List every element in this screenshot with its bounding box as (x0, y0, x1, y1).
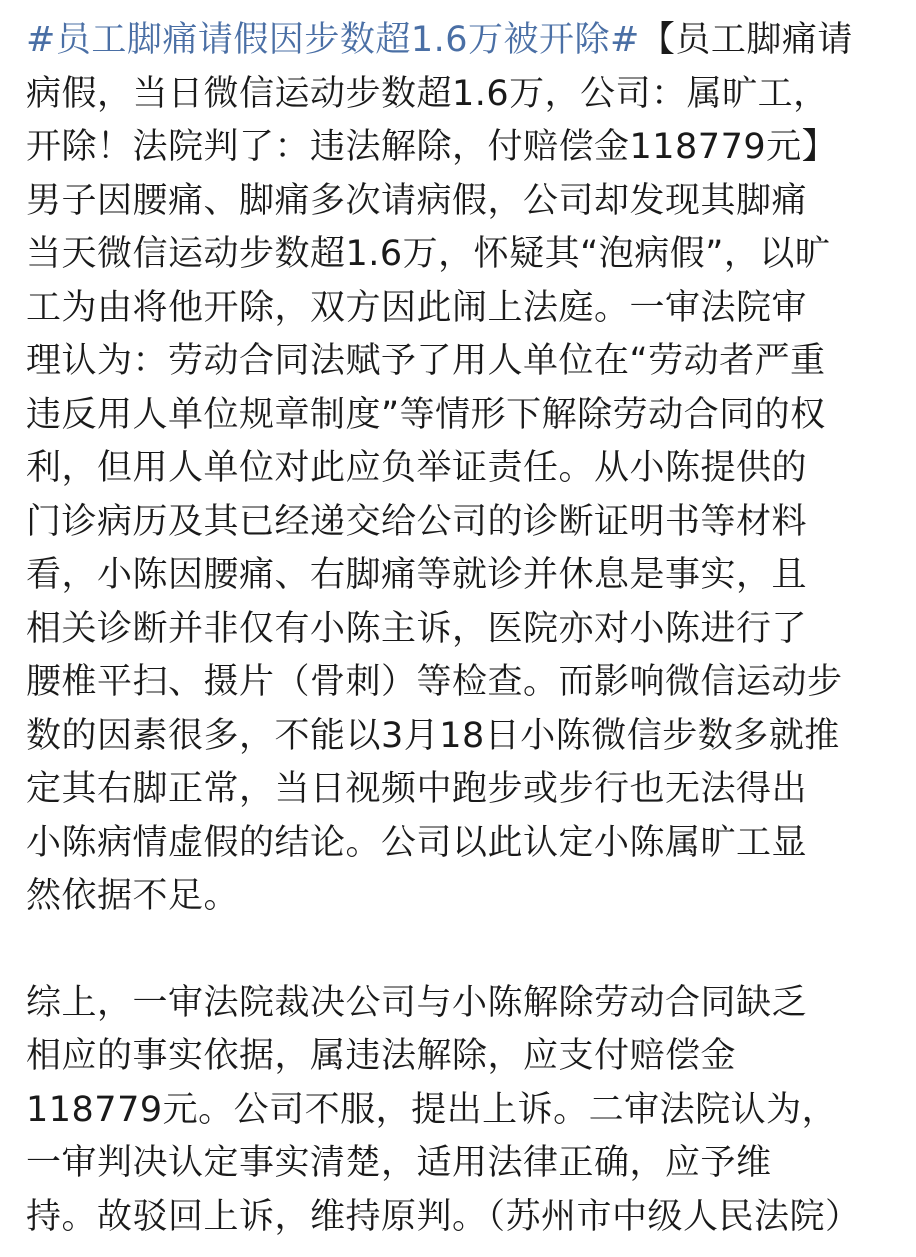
post-line: 腰椎平扫、摄片（骨刺）等检查。而影响微信运动步 (26, 662, 843, 702)
post-line: 看，小陈因腰痛、右脚痛等就诊并休息是事实，且 (26, 555, 808, 595)
post-line: 相关诊断并非仅有小陈主诉，医院亦对小陈进行了 (26, 608, 808, 649)
post-line: 相应的事实依据，属违法解除，应支付赔偿金 (26, 1036, 737, 1076)
post-paragraph-2 (26, 977, 892, 1245)
post-line (26, 14, 892, 68)
post-line: 当天微信运动步数超1.6万，怀疑其“泡病假”，以旷 (26, 234, 831, 274)
post-line: 定其右脚正常，当日视频中跑步或步行也无法得出 (26, 769, 808, 809)
post-body (26, 14, 892, 1244)
post-line: 工为由将他开除，双方因此闹上法庭。一审法院审 (26, 287, 808, 328)
post-line: 持。故驳回上诉，维持原判。（苏州市中级人民法院） (26, 1196, 861, 1237)
hashtag-link[interactable]: #员工脚痛请假因步数超1.6万被开除# (26, 20, 640, 60)
post-line: 违反用人单位规章制度”等情形下解除劳动合同的权 (26, 394, 826, 435)
post-paragraph-1 (26, 14, 892, 924)
post-line: 门诊病历及其已经递交给公司的诊断证明书等材料 (26, 501, 808, 542)
post-line: 118779元。公司不服，提出上诉。二审法院认为， (26, 1089, 838, 1130)
post-line: 病假，当日微信运动步数超1.6万，公司：属旷工， (26, 73, 829, 114)
post-line: 男子因腰痛、脚痛多次请病假，公司却发现其脚痛 (26, 180, 808, 221)
post-line: 综上，一审法院裁决公司与小陈解除劳动合同缺乏 (26, 982, 808, 1023)
post-line: 一审判决认定事实清楚，适用法律正确，应予维 (26, 1143, 772, 1183)
post-line: 利，但用人单位对此应负举证责任。从小陈提供的 (26, 448, 808, 488)
post-line: 然依据不足。 (26, 876, 240, 916)
post-line-text: 【员工脚痛请 (639, 20, 853, 60)
post-line: 理认为：劳动合同法赋予了用人单位在“劳动者严重 (26, 341, 826, 381)
post-line: 数的因素很多，不能以3月18日小陈微信步数多就推 (26, 715, 840, 756)
post-line: 小陈病情虚假的结论。公司以此认定小陈属旷工显 (26, 822, 808, 863)
post-line: 开除！法院判了：违法解除，付赔偿金118779元】 (26, 127, 838, 167)
